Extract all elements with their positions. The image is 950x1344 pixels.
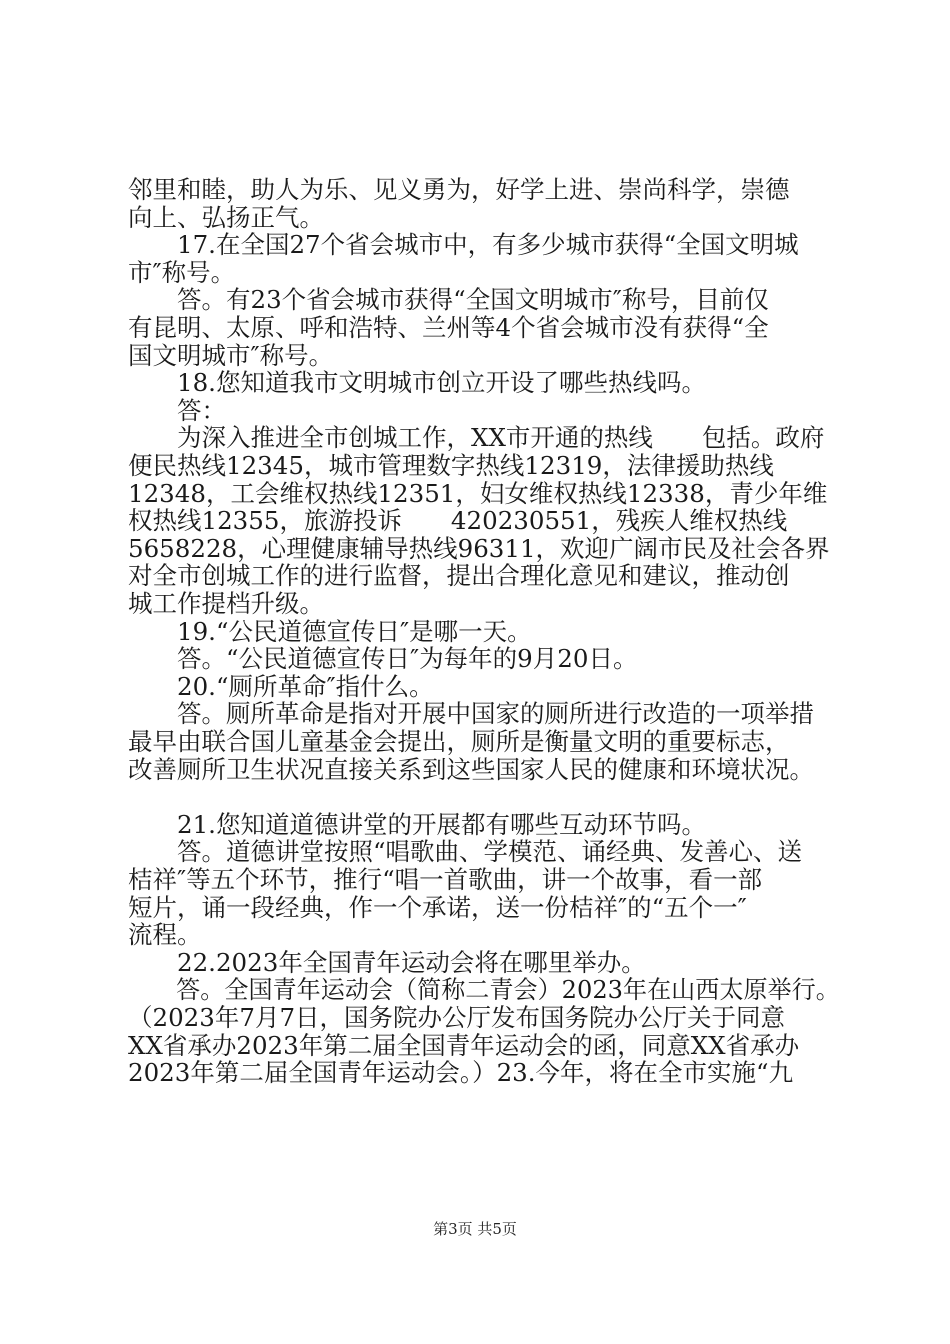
text-line: 答。厕所革命是指对开展中国家的厕所进行改造的一项举措 <box>128 699 814 729</box>
text-line: 短片，诵一段经典，作一个承诺，送一份桔祥″的“五个一″ <box>128 892 747 922</box>
text-line: 答。全国青年运动会（简称二青会）2023年在山西太原举行。 <box>128 975 840 1005</box>
text-line: 5658228，心理健康辅导热线96311，欢迎广阔市民及社会各界 <box>128 533 830 563</box>
text-line: 城工作提档升级。 <box>128 589 324 618</box>
text-line: 19.“公民道德宣传日″是哪一天。 <box>128 616 532 646</box>
page-footer: 第3页 共5页 <box>433 1220 517 1238</box>
text-line: 答： <box>128 395 226 425</box>
text-line: 邻里和睦，助人为乐、见义勇为，好学上进、崇尚科学，崇德 <box>128 175 790 204</box>
text-line: 改善厕所卫生状况直接关系到这些国家人民的健康和环境状况。 <box>128 754 814 784</box>
text-line: 流程。 <box>128 920 202 950</box>
text-line: 便民热线12345，城市管理数字热线12319，法律援助热线 <box>128 451 774 480</box>
text-line: XX省承办2023年第二届全国青年运动会的函，同意XX省承办 <box>128 1030 800 1060</box>
text-line: 12348，工会维权热线12351，妇女维权热线12338，青少年维 <box>128 478 828 508</box>
text-line: 权热线12355，旅游投诉 420230551，残疾人维权热线 <box>128 506 788 536</box>
text-line: 18.您知道我市文明城市创立开设了哪些热线吗。 <box>128 368 706 398</box>
text-line: 20.“厕所革命″指什么。 <box>128 671 434 701</box>
text-line: 22.2023年全国青年运动会将在哪里举办。 <box>128 947 646 977</box>
text-line: 对全市创城工作的进行监督，提出合理化意见和建议，推动创 <box>128 561 790 591</box>
text-line: 有昆明、太原、呼和浩特、兰州等4个省会城市没有获得“全 <box>128 313 769 342</box>
text-line: 21.您知道道德讲堂的开展都有哪些互动环节吗。 <box>128 809 706 839</box>
text-line: 为深入推进全市创城工作，XX市开通的热线 包括。政府 <box>128 423 825 453</box>
text-line: 桔祥″等五个环节，推行“唱一首歌曲，讲一个故事，看一部 <box>128 865 763 894</box>
text-line: （2023年7月7日，国务院办公厅发布国务院办公厅关于同意 <box>128 1003 786 1032</box>
text-line: 答。有23个省会城市获得“全国文明城市″称号，目前仅 <box>128 285 769 315</box>
text-line: 市″称号。 <box>128 257 236 287</box>
text-line: 最早由联合国儿童基金会提出，厕所是衡量文明的重要标志， <box>128 727 790 756</box>
text-line: 国文明城市″称号。 <box>128 340 334 370</box>
text-line: 答。道德讲堂按照“唱歌曲、学模范、诵经典、发善心、送 <box>128 837 803 867</box>
text-line: 向上、弘扬正气。 <box>128 202 324 232</box>
text-line: 2023年第二届全国青年运动会。）23.今年，将在全市实施“九 <box>128 1058 794 1088</box>
text-line: 答。“公民道德宣传日″为每年的9月20日。 <box>128 644 638 674</box>
text-line: 17.在全国27个省会城市中，有多少城市获得“全国文明城 <box>128 230 799 260</box>
